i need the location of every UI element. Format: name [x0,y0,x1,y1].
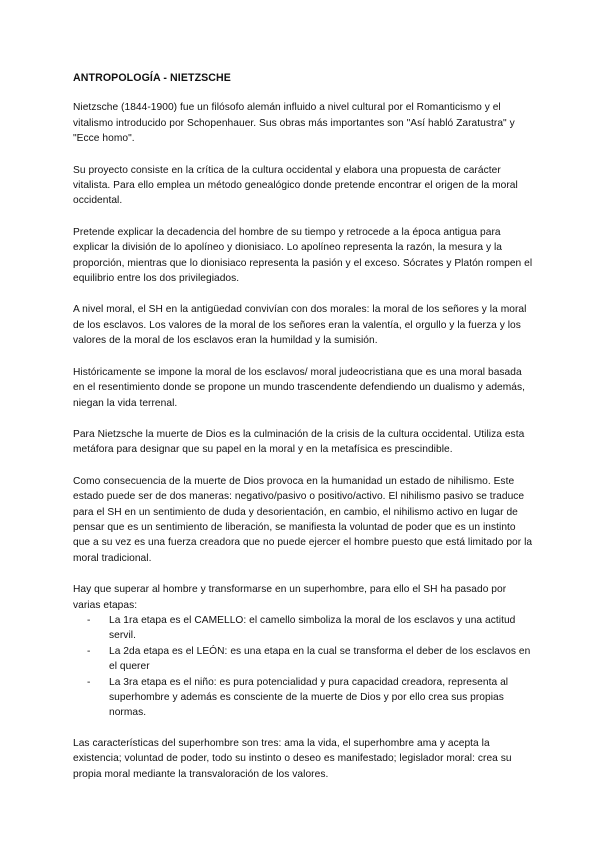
paragraph-stages-intro: Hay que superar al hombre y transformarse en un superhombre, para ello el SH ha pasado por varias etapas: [73,584,507,611]
stage-child-text: La 3ra etapa es el niño: es pura potencialidad y pura capacidad creadora, representa al superhombre y además es consciente de la muerte de Dios y por ello crea sus propias normas. [109,676,509,719]
list-item [73,644,533,675]
paragraph-intro: Nietzsche (1844-1900) fue un filósofo alemán influido a nivel cultural por el Romanticismo y el vitalismo introducido por Schopenhauer. Sus obras más importantes son "Así habló Zaratustra" y "Ecce homo". [73,102,515,145]
paragraph-project: Su proyecto consiste en la crítica de la cultura occidental y elabora una propuesta de carácter vitalista. Para ello emplea un método genealógico donde pretende encontrar el origen de la moral occidental. [73,164,518,207]
stage-lion-text: La 2da etapa es el LEÓN: es una etapa en la cual se transforma el deber de los esclavos en el querer [109,645,531,673]
list-item [73,613,533,644]
bullet-dash: - [87,614,91,626]
stage-camel-text: La 1ra etapa es el CAMELLO: el camello simboliza la moral de los esclavos y una actitud servil. [109,614,516,642]
stages-list [73,613,533,721]
document-page [73,71,533,798]
bullet-dash: - [87,645,91,657]
paragraph-two-morals: A nivel moral, el SH en la antigüedad convivían con dos morales: la moral de los señores y la moral de los esclavos. Los valores de la moral de los señores eran la valentía, el orgullo y la fuerza y los valores de la moral de los esclavos eran la humildad y la sumisión. [73,304,527,347]
paragraph-death-of-god: Para Nietzsche la muerte de Dios es la culminación de la crisis de la cultura occidental. Utiliza esta metáfora para designar que su papel en la moral y en la metafísica es prescindible. [73,428,525,456]
document-title: ANTROPOLOGÍA - NIETZSCHE [73,72,231,84]
bullet-dash: - [87,676,91,688]
paragraph-decadence: Pretende explicar la decadencia del hombre de su tiempo y retrocede a la época antigua para explicar la división de lo apolíneo y dionisiaco. Lo apolíneo representa la razón, la mesura y la proporción, mientras que lo dionisiaco representa la pasión y el exceso. Sócrates y Platón rompen el equilibrio entre los dos privilegiados. [73,226,533,285]
paragraph-slave-morality: Históricamente se impone la moral de los esclavos/ moral judeocristiana que es una moral basada en el resentimiento donde se propone un mundo trascendente defendiendo un dualismo y además, niegan la vida terrenal. [73,366,526,409]
paragraph-characteristics: Las características del superhombre son tres: ama la vida, el superhombre ama y acepta la existencia; voluntad de poder, todo su instinto o deseo es manifestado; legislador moral: crea su propia moral mediante la transvaloración de los valores. [73,737,512,780]
paragraph-nihilism: Como consecuencia de la muerte de Dios provoca en la humanidad un estado de nihilismo. Este estado puede ser de dos maneras: negativo/pasivo o positivo/activo. El nihilismo pasivo se traduce para el SH en un sentimiento de duda y desorientación, en cambio, el nihilismo activo en lugar de pensar que es un sentimiento de liberación, se manifiesta la voluntad de poder que es un instinto que a su vez es una fuerza creadora que no puede ejercer el hombre puesto que está limitado por la moral tradicional. [73,475,533,564]
list-item [73,675,533,721]
